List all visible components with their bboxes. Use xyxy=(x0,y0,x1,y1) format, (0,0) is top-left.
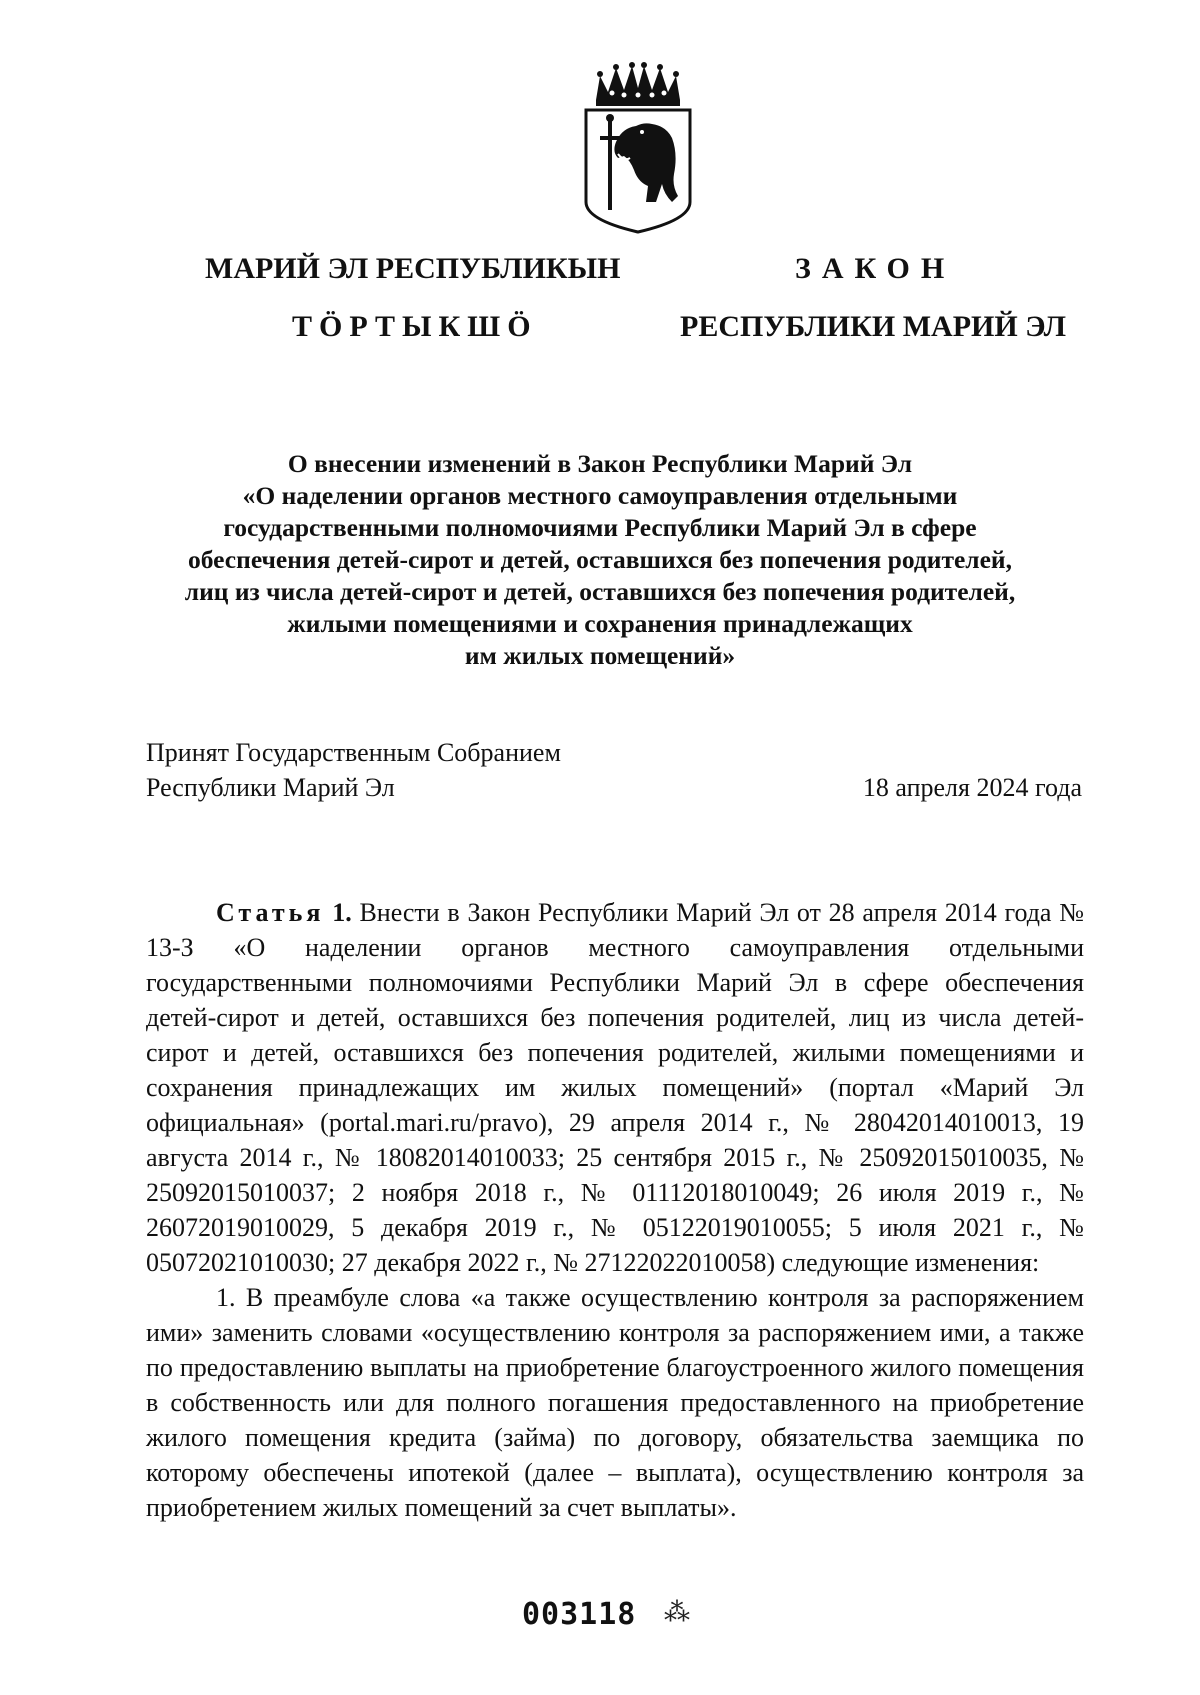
header-law-mari: ТӦРТЫКШӦ xyxy=(292,310,538,343)
title-line: им жилых помещений» xyxy=(464,641,736,670)
adoption-line-2: Республики Марий Эл xyxy=(146,773,395,802)
title-line: О внесении изменений в Закон Республики Марий Эл xyxy=(287,449,913,478)
title-line: жилыми помещениями и сохранения принадлежащих xyxy=(287,609,913,638)
title-line: «О наделении органов местного самоуправления отдельными xyxy=(242,481,958,510)
header-law-ru: ЗАКОН xyxy=(795,252,956,285)
asterism-mark: ⁂ xyxy=(664,1598,690,1627)
article-label: Статья xyxy=(216,898,325,927)
article-1 xyxy=(146,895,1084,1525)
header-republic-ru: РЕСПУБЛИКИ МАРИЙ ЭЛ xyxy=(680,310,1067,343)
article-1-text: Внести в Закон Республики Марий Эл от 28 апреля 2014 года № 13-З «О наделении органов местного самоуправления отдельными государственными полномочиями Республики Марий Эл в сфере обеспечения детей-сирот и детей, оставшихся без попечения родителей, лиц из числа детей-сирот и детей, оставшихся без попечения родителей, жилыми помещениями и сохранения принадлежащих им жилых помещений» (портал «Марий Эл официальная» (portal.mari.ru/pravo), 29 апреля 2014 г., № 28042014010013, 19 августа 2014 г., № 18082014010033; 25 сентября 2015 г., № 25092015010035, № 25092015010037; 2 ноября 2018 г., № 01112018010049; 26 июля 2019 г., № 26072019010029, 5 декабря 2019 г., № 05122019010055; 5 июля 2021 г., № 05072021010030; 27 декабря 2022 г., № 27122022010058) следующие изменения: xyxy=(146,898,1085,1277)
serial-number: 003118 xyxy=(522,1597,637,1632)
coat-of-arms-icon xyxy=(578,62,698,234)
header-republic-mari: МАРИЙ ЭЛ РЕСПУБЛИКЫН xyxy=(205,252,621,285)
title-line: обеспечения детей-сирот и детей, оставшихся без попечения родителей, xyxy=(188,545,1012,574)
article-1-paragraph xyxy=(146,895,1084,1280)
adoption-block xyxy=(146,735,561,805)
title-line: государственными полномочиями Республики Марий Эл в сфере xyxy=(223,513,977,542)
article-number: 1. xyxy=(332,898,352,927)
adoption-date: 18 апреля 2024 года xyxy=(862,773,1082,802)
article-1-item-1: 1. В преамбуле слова «а также осуществлению контроля за распоряжением ими» заменить словами «осуществлению контроля за распоряжением ими, а также по предоставлению выплаты на приобретение благоустроенного жилого помещения в собственность или для полного погашения предоставленного на приобретение жилого помещения кредита (займа) по договору, обязательства заемщика по которому обеспечены ипотекой (далее – выплата), осуществлению контроля за приобретением жилых помещений за счет выплаты». xyxy=(146,1283,1084,1522)
adoption-line-1: Принят Государственным Собранием xyxy=(146,738,561,767)
title-line: лиц из числа детей-сирот и детей, оставшихся без попечения родителей, xyxy=(184,577,1016,606)
document-title xyxy=(120,448,1080,672)
